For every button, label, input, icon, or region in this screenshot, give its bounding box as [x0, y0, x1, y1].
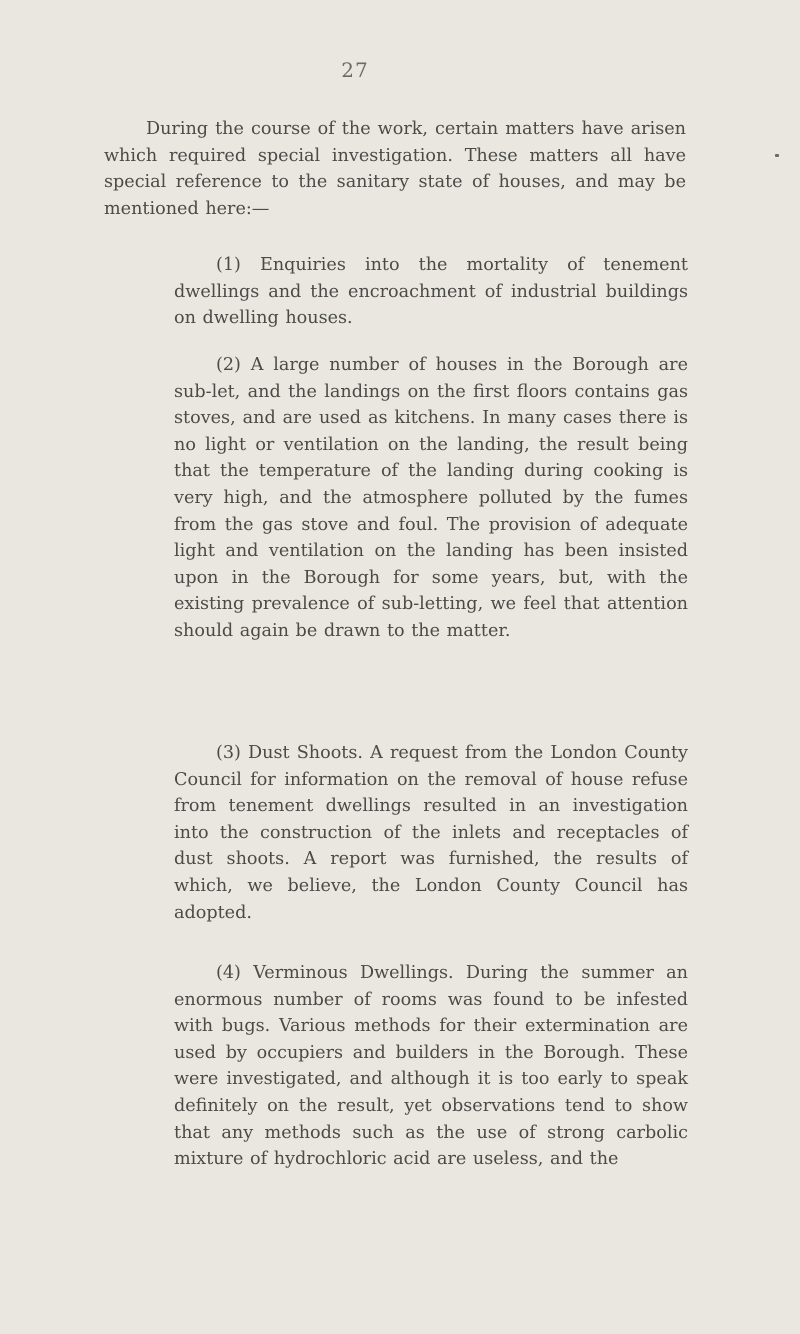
- paragraph-item-1-mortality: (1) Enquiries into the mortality of tenement dwellings and the encroachment of industrial buildings on dwelling houses.: [174, 255, 688, 329]
- paragraph-item-2-sub-letting: (2) A large number of houses in the Borough are sub-let, and the landings on the first floors contains gas stoves, and are used as kitchens. In many cases there is no light or ventilation on the landing, the result being that the temperature of the landing during cooking is very high, and the atmosphere polluted by the fumes from the gas stove and foul. The provision of adequate light and ventilation on the landing has been insisted upon in the Borough for some years, but, with the existing prevalence of sub-letting, we feel that attention should again be drawn to the matter.: [174, 355, 688, 641]
- paragraph-item-4-verminous-dwellings: (4) Verminous Dwellings. During the summer an enormous number of rooms was found to be infested with bugs. Various methods for their extermination are used by occupiers and builders in the Borough. These were investigated, and although it is too early to speak definitely on the result, yet observations tend to show that any methods such as the use of strong carbolic mixture of hydrochloric acid are useless, and the: [174, 963, 688, 1170]
- page-number: 27: [341, 58, 369, 82]
- paragraph-item-3-dust-shoots: (3) Dust Shoots. A request from the London County Council for information on the removal of house refuse from tenement dwellings resulted in an investigation into the construction of the inlets and receptacles of dust shoots. A report was furnished, the results of which, we believe, the London County Council has adopted.: [174, 743, 688, 923]
- paper-speck: [775, 154, 779, 157]
- intro-paragraph: During the course of the work, certain matters have arisen which required special investigation. These matters all have special reference to the sanitary state of houses, and may be mentioned here:—: [104, 119, 686, 219]
